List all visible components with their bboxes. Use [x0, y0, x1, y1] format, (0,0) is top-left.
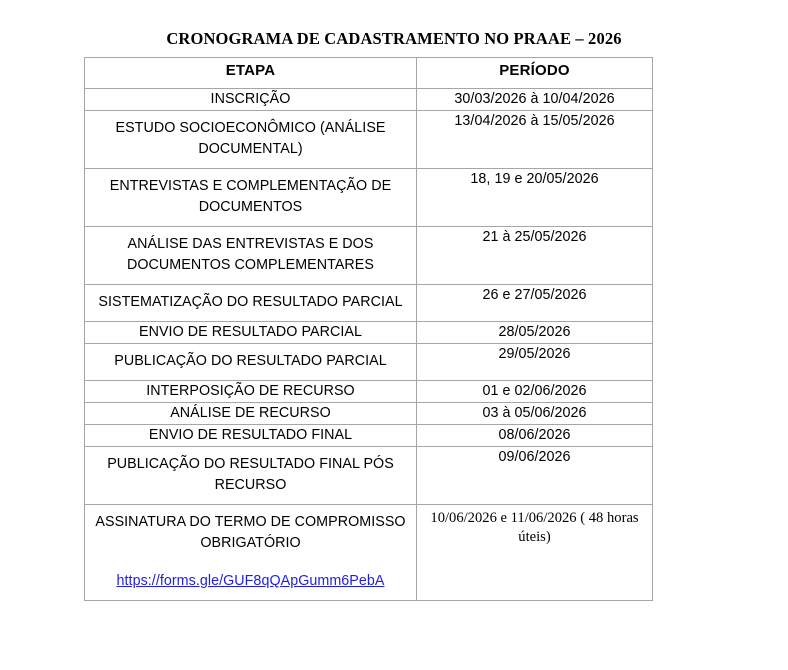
- cell-periodo: 13/04/2026 à 15/05/2026: [417, 111, 653, 169]
- cell-etapa: [85, 111, 417, 169]
- cell-etapa: [85, 381, 417, 403]
- etapa-label: PUBLICAÇÃO DO RESULTADO FINAL PÓS RECURSO: [107, 456, 394, 493]
- etapa-label: ESTUDO SOCIOECONÔMICO (ANÁLISE DOCUMENTAL): [115, 120, 386, 157]
- table-body: [85, 89, 653, 601]
- cell-periodo: 21 à 25/05/2026: [417, 227, 653, 285]
- table-row: [85, 381, 653, 403]
- cell-periodo: 09/06/2026: [417, 447, 653, 505]
- cell-etapa: [85, 169, 417, 227]
- cell-etapa: [85, 89, 417, 111]
- column-header-etapa: ETAPA: [85, 58, 417, 89]
- cell-etapa: [85, 425, 417, 447]
- form-link-container: [85, 571, 416, 592]
- cell-periodo: 28/05/2026: [417, 322, 653, 344]
- cell-etapa: [85, 505, 417, 601]
- table-row: [85, 344, 653, 381]
- etapa-label: ANÁLISE DE RECURSO: [170, 405, 331, 421]
- cell-periodo: 08/06/2026: [417, 425, 653, 447]
- cell-periodo: 18, 19 e 20/05/2026: [417, 169, 653, 227]
- column-header-periodo: PERÍODO: [417, 58, 653, 89]
- cell-periodo: 30/03/2026 à 10/04/2026: [417, 89, 653, 111]
- cell-periodo: 29/05/2026: [417, 344, 653, 381]
- etapa-label: INSCRIÇÃO: [210, 91, 291, 107]
- etapa-label: PUBLICAÇÃO DO RESULTADO PARCIAL: [114, 353, 387, 369]
- cell-periodo: 03 à 05/06/2026: [417, 403, 653, 425]
- table-row: [85, 169, 653, 227]
- table-row: [85, 322, 653, 344]
- cronograma-table: [84, 57, 653, 601]
- cell-etapa: [85, 322, 417, 344]
- cell-etapa: [85, 344, 417, 381]
- cell-etapa: [85, 227, 417, 285]
- cell-etapa: [85, 403, 417, 425]
- etapa-label: ANÁLISE DAS ENTREVISTAS E DOS DOCUMENTOS COMPLEMENTARES: [127, 236, 374, 273]
- table-row: [85, 111, 653, 169]
- table-row: [85, 447, 653, 505]
- etapa-label: ASSINATURA DO TERMO DE COMPROMISSO OBRIGATÓRIO: [95, 514, 406, 551]
- table-header: [85, 58, 653, 89]
- table-row: [85, 285, 653, 322]
- page-title: CRONOGRAMA DE CADASTRAMENTO NO PRAAE – 2026: [166, 29, 622, 48]
- table-row: [85, 505, 653, 601]
- cell-periodo: 01 e 02/06/2026: [417, 381, 653, 403]
- table-row: [85, 227, 653, 285]
- etapa-label: ENVIO DE RESULTADO FINAL: [148, 427, 353, 443]
- cell-etapa: [85, 285, 417, 322]
- cell-periodo: 26 e 27/05/2026: [417, 285, 653, 322]
- form-link[interactable]: https://forms.gle/GUF8qQApGumm6PebA: [116, 573, 385, 589]
- etapa-label: INTERPOSIÇÃO DE RECURSO: [146, 383, 355, 399]
- etapa-label: SISTEMATIZAÇÃO DO RESULTADO PARCIAL: [98, 294, 403, 310]
- table-row: [85, 425, 653, 447]
- etapa-label: ENTREVISTAS E COMPLEMENTAÇÃO DE DOCUMENTOS: [109, 178, 392, 215]
- cell-etapa: [85, 447, 417, 505]
- etapa-label: ENVIO DE RESULTADO PARCIAL: [139, 324, 362, 340]
- table-header-row: [85, 58, 653, 89]
- table-row: [85, 89, 653, 111]
- cell-periodo: 10/06/2026 e 11/06/2026 ( 48 horas úteis): [417, 505, 653, 601]
- table-row: [85, 403, 653, 425]
